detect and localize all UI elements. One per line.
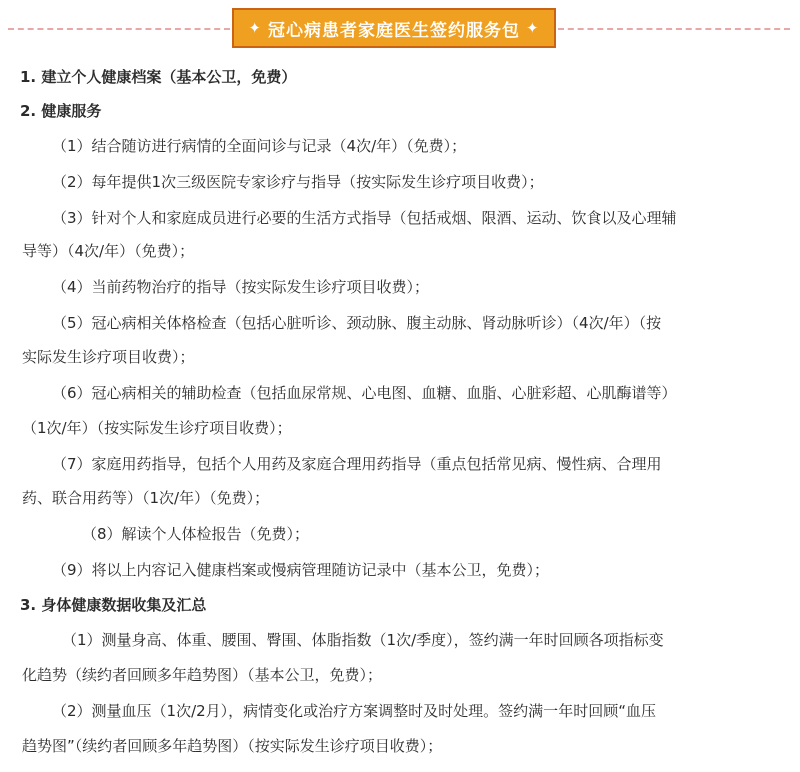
- list-item-line: （3）针对个人和家庭成员进行必要的生活方式指导（包括戒烟、限酒、运动、饮食以及心理辅: [52, 209, 677, 227]
- title-banner: [0, 0, 800, 56]
- sparkle-icon: ✦: [248, 19, 262, 37]
- list-item-line: 导等）（4次/年）（免费）；: [22, 242, 195, 260]
- section-heading: 2. 健康服务: [20, 102, 102, 120]
- list-item-line: （9）将以上内容记入健康档案或慢病管理随访记录中（基本公卫，免费）；: [52, 561, 550, 579]
- list-item-line: （1）结合随访进行病情的全面问诊与记录（4次/年）（免费）；: [52, 137, 467, 155]
- section-heading: 3. 身体健康数据收集及汇总: [20, 596, 207, 614]
- list-item-line: （1）测量身高、体重、腰围、臀围、体脂指数（1次/季度），签约满一年时回顾各项指标变: [62, 631, 664, 649]
- section-heading: 1. 建立个人健康档案（基本公卫，免费）: [20, 68, 297, 86]
- title-box: [232, 8, 556, 48]
- dashed-divider-right: [558, 28, 790, 30]
- list-item-line: 化趋势（续约者回顾多年趋势图）（基本公卫，免费）；: [22, 666, 383, 684]
- sparkle-icon: ✦: [526, 19, 540, 37]
- list-item-line: （5）冠心病相关体格检查（包括心脏听诊、颈动脉、腹主动脉、肾动脉听诊）（4次/年）（按: [52, 314, 662, 332]
- dashed-divider-left: [8, 28, 230, 30]
- list-item-line: （2）测量血压（1次/2月），病情变化或治疗方案调整时及时处理。签约满一年时回顾“血压: [52, 702, 656, 720]
- list-item-line: （4）当前药物治疗的指导（按实际发生诊疗项目收费）；: [52, 278, 430, 296]
- list-item-line: （2）每年提供1次三级医院专家诊疗与指导（按实际发生诊疗项目收费）；: [52, 173, 544, 191]
- list-item-line: 实际发生诊疗项目收费）；: [22, 348, 195, 366]
- list-item-line: 趋势图”（续约者回顾多年趋势图）（按实际发生诊疗项目收费）；: [22, 737, 443, 755]
- page-title: 冠心病患者家庭医生签约服务包: [268, 20, 520, 41]
- list-item-line: （6）冠心病相关的辅助检查（包括血尿常规、心电图、血糖、血脂、心脏彩超、心肌酶谱等）: [52, 384, 677, 402]
- list-item-line: （8）解读个人体检报告（免费）；: [82, 525, 310, 543]
- list-item-line: 药、联合用药等）（1次/年）（免费）；: [22, 489, 270, 507]
- list-item-line: （7）家庭用药指导，包括个人用药及家庭合理用药指导（重点包括常见病、慢性病、合理用: [52, 455, 662, 473]
- list-item-line: （1次/年）（按实际发生诊疗项目收费）；: [22, 419, 292, 437]
